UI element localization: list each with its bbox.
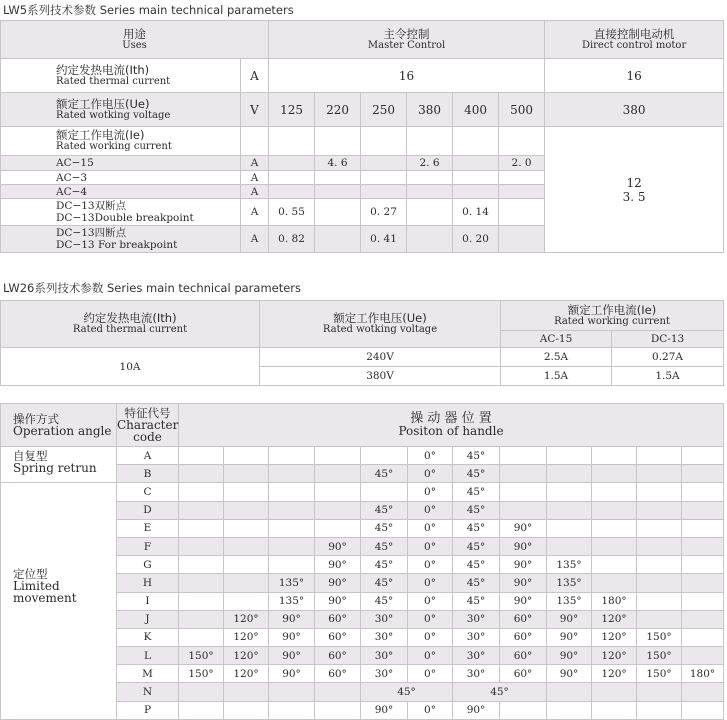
angle-cell [315, 465, 361, 483]
pos-en: Positon of handle [398, 424, 504, 438]
ith-master: 16 [269, 59, 545, 93]
lw26-current: 10A [1, 348, 260, 386]
angle-cell: 45° [361, 556, 408, 574]
lw26-ith-en: Rated thermal current [72, 324, 188, 335]
angle-cell: 90° [315, 574, 361, 592]
angle-cell: 120° [592, 628, 637, 646]
angle-cell: 30° [453, 610, 500, 628]
ue-unit: V [241, 93, 269, 127]
cell: 2. 0 [499, 156, 545, 171]
lw5-ie-row [1, 127, 724, 156]
angle-cell: 90° [315, 556, 361, 574]
op-body [1, 447, 724, 720]
angle-cell: 90° [547, 610, 592, 628]
cell: 0. 14 [453, 199, 499, 226]
row-label-2: DC−13Double breakpoint [56, 212, 194, 224]
code-en1: Character [117, 418, 179, 432]
angle-cell [547, 447, 592, 465]
master-en: Master Control [367, 39, 446, 51]
cell: 0. 55 [269, 199, 315, 226]
code-cell: G [117, 556, 179, 574]
row-label-2: DC−13 For breakpoint [56, 239, 178, 251]
row-unit: A [241, 199, 269, 226]
lw5-ue-row [1, 93, 724, 127]
angle-cell: 60° [500, 647, 547, 665]
angle-cell: 0° [408, 501, 453, 519]
cell: 4. 6 [315, 156, 361, 171]
angle-cell [547, 501, 592, 519]
angle-cell [592, 465, 637, 483]
angle-cell [637, 556, 682, 574]
angle-cell [179, 465, 224, 483]
row-label: DC−13四断点 [56, 227, 127, 239]
angle-cell: 120° [592, 610, 637, 628]
lw26-v2-ac: 1.5A [501, 367, 612, 386]
angle-cell: 45° [361, 465, 408, 483]
angle-cell [500, 483, 547, 501]
code-cell: K [117, 628, 179, 646]
code-cell: P [117, 701, 179, 719]
row-label: AC−4 [1, 185, 241, 199]
angle-cell: 180° [682, 665, 724, 683]
ith-zh: 约定发热电流(Ith) [56, 62, 150, 77]
lw26-v1-ac: 2.5A [501, 348, 612, 367]
code-cell: N [117, 683, 179, 701]
angle-cell [682, 483, 724, 501]
row-unit: A [241, 156, 269, 171]
code-cell: M [117, 665, 179, 683]
code-cell: D [117, 501, 179, 519]
angle-cell [547, 537, 592, 555]
angle-cell: 45° [453, 501, 500, 519]
cell: 2. 6 [407, 156, 453, 171]
angle-cell [682, 647, 724, 665]
direct-ac3: 12 [626, 175, 642, 190]
angle-cell [361, 483, 408, 501]
angle-cell: 120° [224, 610, 269, 628]
angle-cell: 30° [453, 665, 500, 683]
angle-cell [682, 628, 724, 646]
group-limited-cell [1, 483, 117, 719]
angle-cell [315, 519, 361, 537]
group2-en1: Limited [13, 579, 60, 594]
lw26-ue-zh: 额定工作电压(Ue) [333, 311, 427, 325]
angle-cell [500, 501, 547, 519]
angle-cell [592, 537, 637, 555]
angle-cell: 60° [500, 665, 547, 683]
angle-cell [179, 592, 224, 610]
code-cell: L [117, 647, 179, 665]
angle-cell [179, 537, 224, 555]
group2-zh: 定位型 [13, 567, 48, 582]
angle-cell: 45° [361, 592, 408, 610]
angle-cell [315, 501, 361, 519]
lw26-ith-zh: 约定发热电流(Ith) [83, 311, 177, 325]
angle-cell [269, 501, 315, 519]
voltage-cell: 250 [361, 93, 407, 127]
angle-cell [592, 483, 637, 501]
angle-cell: 0° [408, 483, 453, 501]
angle-cell [224, 574, 269, 592]
angle-cell: 45° [361, 537, 408, 555]
cell: 0. 41 [361, 226, 407, 253]
angle-cell: 60° [315, 610, 361, 628]
row-unit: A [241, 171, 269, 185]
angle-cell [592, 501, 637, 519]
angle-cell: 135° [547, 592, 592, 610]
angle-cell [682, 574, 724, 592]
angle-cell [224, 592, 269, 610]
angle-cell: 150° [179, 647, 224, 665]
angle-cell [224, 501, 269, 519]
cell [361, 156, 407, 171]
ue-zh: 额定工作电压(Ue) [56, 96, 150, 111]
angle-cell: 30° [361, 628, 408, 646]
angle-cell [637, 610, 682, 628]
angle-cell [547, 483, 592, 501]
code-cell: E [117, 519, 179, 537]
angle-cell: 45° [361, 501, 408, 519]
angle-cell: 0° [408, 574, 453, 592]
angle-cell: 0° [408, 447, 453, 465]
code-cell: J [117, 610, 179, 628]
angle-cell [592, 556, 637, 574]
angle-cell [269, 447, 315, 465]
angle-cell [682, 501, 724, 519]
angle-cell: 120° [224, 665, 269, 683]
voltage-cell: 500 [499, 93, 545, 127]
angle-cell: 90° [500, 537, 547, 555]
lw26-ie-en: Rated working current [554, 315, 670, 327]
angle-cell: 30° [361, 610, 408, 628]
voltage-cell: 400 [453, 93, 499, 127]
angle-cell: 90° [315, 592, 361, 610]
angle-cell: 120° [592, 665, 637, 683]
row-unit: A [241, 226, 269, 253]
angle-cell [179, 610, 224, 628]
angle-cell [637, 519, 682, 537]
angle-cell: 60° [315, 665, 361, 683]
angle-cell: 60° [315, 647, 361, 665]
angle-cell: 60° [500, 628, 547, 646]
angle-cell: 90° [269, 647, 315, 665]
lw26-row-240 [1, 348, 724, 367]
ie-en: Rated working current [56, 141, 172, 152]
ith-en: Rated thermal current [56, 75, 171, 87]
angle-cell [682, 592, 724, 610]
uses-en: Uses [122, 39, 147, 51]
lw5-ith-row [1, 59, 724, 93]
master-zh: 主令控制 [383, 26, 430, 41]
angle-cell [179, 447, 224, 465]
angle-cell [269, 519, 315, 537]
angle-cell: 150° [637, 647, 682, 665]
angle-cell: 90° [500, 556, 547, 574]
angle-cell [269, 537, 315, 555]
cell: 0. 82 [269, 226, 315, 253]
angle-cell: 0° [408, 537, 453, 555]
row-label: AC−15 [1, 156, 241, 171]
direct-en: Direct control motor [581, 39, 687, 51]
angle-cell: 90° [269, 628, 315, 646]
angle-cell [361, 447, 408, 465]
angle-cell: 45° [361, 574, 408, 592]
code-cell: I [117, 592, 179, 610]
direct-zh: 直接控制电动机 [593, 26, 675, 41]
lw26-header-row [1, 301, 724, 331]
angle-cell [592, 519, 637, 537]
lw5-table [0, 20, 724, 253]
cell [453, 156, 499, 171]
angle-cell [592, 447, 637, 465]
uses-zh: 用途 [123, 26, 146, 41]
angle-cell: 45° [453, 683, 547, 701]
op-en: Operation angle [13, 424, 112, 438]
dc13-header: DC-13 [612, 331, 724, 348]
op-row [1, 447, 724, 465]
lw26-v1-dc: 0.27A [612, 348, 724, 367]
angle-cell [269, 556, 315, 574]
angle-cell [179, 556, 224, 574]
lw26-ue-en: Rated wotking voltage [322, 324, 438, 335]
angle-cell: 45° [453, 537, 500, 555]
lw26-v2: 380V [260, 367, 501, 386]
angle-cell [179, 628, 224, 646]
angle-cell [224, 465, 269, 483]
angle-cell: 45° [453, 592, 500, 610]
ue-en: Rated wotking voltage [56, 109, 171, 121]
angle-cell [637, 465, 682, 483]
angle-cell [179, 483, 224, 501]
angle-cell [547, 465, 592, 483]
code-cell: F [117, 537, 179, 555]
lw26-v2-dc: 1.5A [612, 367, 724, 386]
angle-cell [224, 483, 269, 501]
angle-cell: 90° [361, 701, 408, 719]
angle-cell: 30° [453, 628, 500, 646]
ie-zh: 额定工作电流(Ie) [56, 128, 145, 142]
code-cell: C [117, 483, 179, 501]
row-unit: A [241, 185, 269, 199]
angle-cell [315, 483, 361, 501]
angle-cell [637, 537, 682, 555]
angle-cell [224, 537, 269, 555]
angle-cell: 45° [453, 519, 500, 537]
lw26-v1: 240V [260, 348, 501, 367]
angle-cell [637, 592, 682, 610]
group2-en2: movement [13, 591, 77, 606]
op-zh: 操作方式 [13, 412, 59, 426]
angle-cell [179, 501, 224, 519]
angle-cell: 45° [453, 483, 500, 501]
row-label: AC−3 [1, 171, 241, 185]
code-en2: code [133, 430, 162, 444]
angle-cell [682, 556, 724, 574]
angle-cell: 90° [269, 610, 315, 628]
angle-cell: 180° [592, 592, 637, 610]
direct-ac4: 3. 5 [622, 189, 646, 204]
code-zh: 特征代号 [124, 406, 171, 420]
angle-cell: 135° [269, 574, 315, 592]
angle-cell: 90° [547, 665, 592, 683]
voltage-cell: 125 [269, 93, 315, 127]
angle-cell: 30° [361, 647, 408, 665]
angle-cell [179, 519, 224, 537]
ith-unit: A [241, 59, 269, 93]
voltage-cell: 380 [407, 93, 453, 127]
direct-current-cell [545, 127, 724, 253]
angle-cell [682, 465, 724, 483]
angle-cell: 45° [453, 447, 500, 465]
angle-cell: 150° [637, 665, 682, 683]
angle-cell [637, 447, 682, 465]
cell [269, 156, 315, 171]
angle-cell: 120° [224, 647, 269, 665]
angle-cell: 90° [547, 628, 592, 646]
lw5-header-row [1, 21, 724, 59]
angle-cell: 0° [408, 465, 453, 483]
operation-table [0, 403, 724, 720]
angle-cell [500, 465, 547, 483]
angle-cell: 0° [408, 519, 453, 537]
op-row [1, 483, 724, 501]
code-cell: H [117, 574, 179, 592]
angle-cell: 0° [408, 628, 453, 646]
angle-cell: 150° [637, 628, 682, 646]
angle-cell [500, 447, 547, 465]
angle-cell [592, 574, 637, 592]
angle-cell: 45° [453, 574, 500, 592]
angle-cell [637, 501, 682, 519]
angle-cell: 0° [408, 647, 453, 665]
angle-cell: 0° [408, 592, 453, 610]
group1-zh: 自复型 [13, 449, 48, 463]
angle-cell [269, 483, 315, 501]
angle-cell: 60° [500, 610, 547, 628]
angle-cell [637, 483, 682, 501]
angle-cell [224, 556, 269, 574]
angle-cell [682, 519, 724, 537]
angle-cell: 90° [500, 574, 547, 592]
lw26-table [0, 300, 724, 386]
group-spring-cell [1, 447, 117, 483]
group1-en: Spring retrun [13, 461, 97, 475]
angle-cell: 90° [453, 701, 500, 719]
angle-cell: 90° [315, 537, 361, 555]
code-cell: B [117, 465, 179, 483]
row-label: DC−13双断点 [56, 200, 127, 212]
angle-cell: 90° [547, 647, 592, 665]
angle-cell [637, 574, 682, 592]
angle-cell: 0° [408, 665, 453, 683]
angle-cell: 135° [547, 556, 592, 574]
angle-cell: 30° [453, 647, 500, 665]
angle-cell [179, 574, 224, 592]
lw26-ie-zh: 额定工作电流(Ie) [567, 302, 657, 317]
angle-cell: 135° [269, 592, 315, 610]
angle-cell: 45° [453, 556, 500, 574]
cell: 0. 20 [453, 226, 499, 253]
angle-cell: 45° [361, 519, 408, 537]
angle-cell [682, 537, 724, 555]
ue-direct: 380 [545, 93, 724, 127]
code-cell: A [117, 447, 179, 465]
angle-cell: 60° [315, 628, 361, 646]
angle-cell: 90° [500, 592, 547, 610]
angle-cell: 45° [361, 683, 453, 701]
angle-cell: 135° [547, 574, 592, 592]
angle-cell: 45° [453, 465, 500, 483]
op-header-row [1, 404, 724, 447]
ac15-header: AC-15 [501, 331, 612, 348]
voltage-cell: 220 [315, 93, 361, 127]
pos-zh: 操 动 器 位 置 [410, 411, 492, 426]
cell: 0. 27 [361, 199, 407, 226]
angle-cell: 0° [408, 556, 453, 574]
angle-cell [547, 519, 592, 537]
angle-cell: 120° [592, 647, 637, 665]
ith-direct: 16 [545, 59, 724, 93]
angle-cell [224, 447, 269, 465]
angle-cell: 0° [408, 610, 453, 628]
angle-cell [269, 465, 315, 483]
angle-cell [682, 447, 724, 465]
angle-cell: 90° [500, 519, 547, 537]
angle-cell: 150° [179, 665, 224, 683]
angle-cell: 120° [224, 628, 269, 646]
angle-cell: 30° [361, 665, 408, 683]
lw5-title: LW5系列技术参数 Series main technical parameters [3, 3, 294, 17]
angle-cell [224, 519, 269, 537]
angle-cell: 0° [408, 701, 453, 719]
angle-cell: 90° [269, 665, 315, 683]
angle-cell [682, 610, 724, 628]
lw26-title: LW26系列技术参数 Series main technical parameters [3, 281, 302, 295]
angle-cell [315, 447, 361, 465]
